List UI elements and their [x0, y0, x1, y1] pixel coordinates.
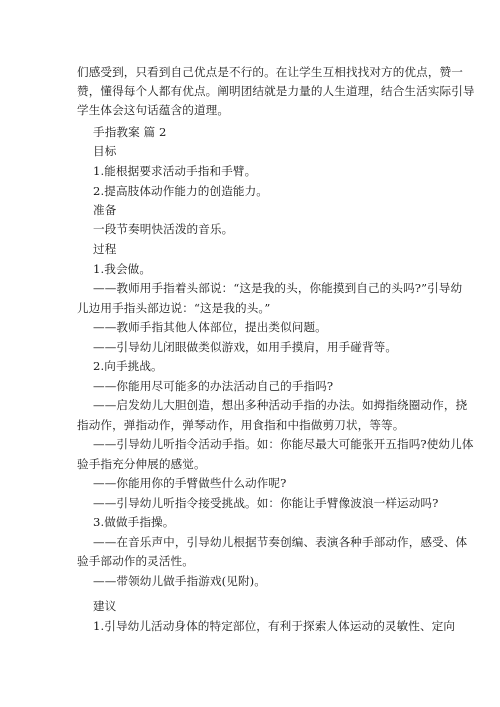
paragraph-line: ——教师手指其他人体部位，提出类似问题。 [93, 320, 327, 334]
heading-goal: 目标 [93, 144, 117, 158]
paragraph-line: ——启发幼儿大胆创造，想出多种活动手指的办法。如拇指绕圈动作，挠 [93, 398, 468, 412]
process-step-3: 3.做做手指操。 [93, 515, 175, 529]
paragraph-line: 指动作，弹指动作，弹琴动作，用食指和中指做剪刀状，等等。 [77, 418, 405, 432]
paragraph-line: 们感受到，只看到自己优点是不行的。在让学生互相找找对方的优点，赞一 [77, 65, 463, 79]
goal-item-2: 2.提高肢体动作能力的创造能力。 [93, 184, 268, 198]
paragraph-line: 学生体会这句话蕴含的道理。 [77, 103, 230, 117]
heading-suggestion: 建议 [93, 599, 117, 613]
paragraph-line: ——你能用尽可能多的办法活动自己的手指吗? [93, 379, 334, 393]
paragraph-line: ——教师用手指着头部说：“这是我的头，你能摸到自己的头吗?”引导幼 [93, 281, 463, 295]
paragraph-line: ——引导幼儿闭眼做类似游戏，如用手摸肩，用手碰背等。 [93, 340, 398, 354]
paragraph-line: ——带领幼儿做手指游戏(见附)。 [93, 574, 266, 588]
suggestion-item-1: 1.引导幼儿活动身体的特定部位，有利于探索人体运动的灵敏性、定向 [93, 619, 456, 633]
section-title: 手指教案 篇 2 [93, 125, 167, 139]
paragraph-line: ——你能用你的手臂做些什么动作呢? [93, 476, 287, 490]
paragraph-line: ——引导幼儿听指令接受挑战。如：你能让手臂像波浪一样运动吗? [93, 496, 439, 510]
process-step-2: 2.向手挑战。 [93, 359, 163, 373]
paragraph-line: 验手指充分伸展的感觉。 [77, 457, 206, 471]
paragraph-line: 儿边用手指头部边说：“这是我的头。” [77, 301, 271, 315]
paragraph-line: ——引导幼儿听指令活动手指。如：你能尽最大可能张开五指吗?使幼儿体 [93, 437, 474, 451]
paragraph-line: ——在音乐声中，引导幼儿根据节奏创编、表演各种手部动作，感受、体 [93, 535, 468, 549]
paragraph-line: 赞，懂得每个人都有优点。阐明团结就是力量的人生道理，结合生活实际引导 [77, 84, 475, 98]
heading-preparation: 准备 [93, 203, 117, 217]
process-step-1: 1.我会做。 [93, 262, 152, 276]
preparation-text: 一段节奏明快活泼的音乐。 [93, 222, 234, 236]
goal-item-1: 1.能根据要求活动手指和手臂。 [93, 164, 257, 178]
paragraph-line: 验手部动作的灵活性。 [77, 554, 194, 568]
heading-process: 过程 [93, 242, 117, 256]
